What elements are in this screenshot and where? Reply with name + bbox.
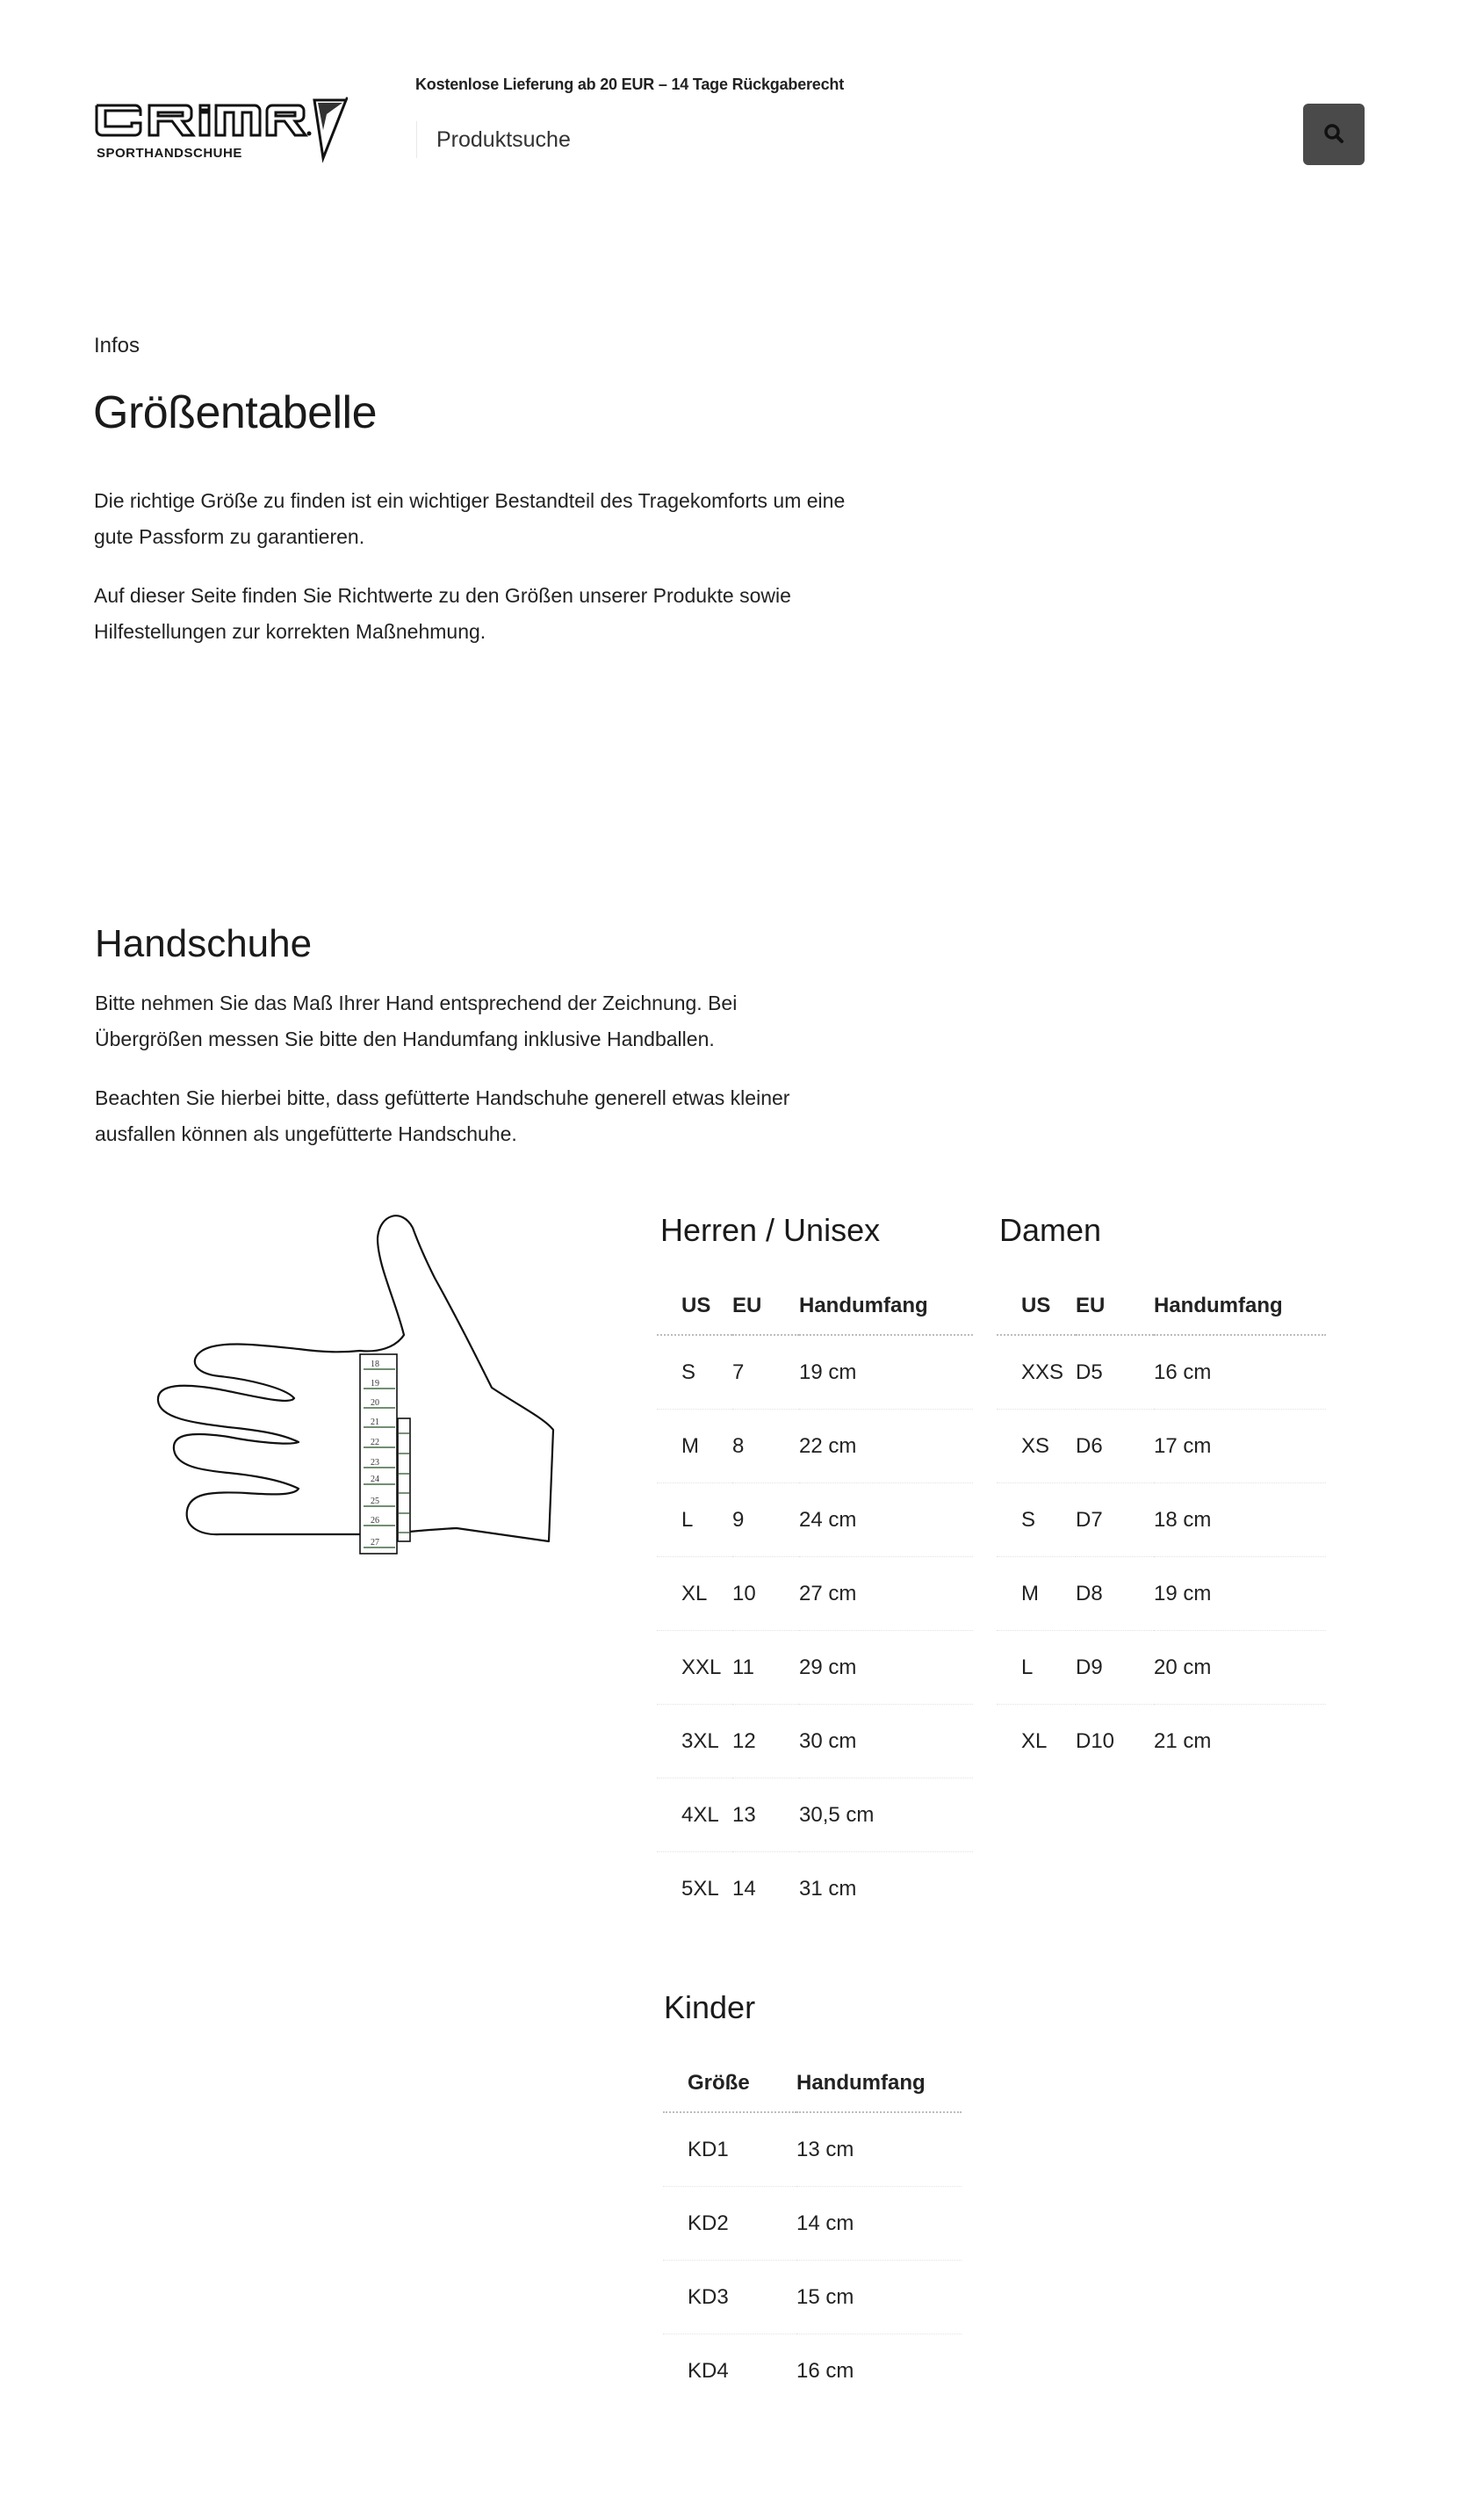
table-row [997, 1557, 1326, 1631]
gloves-paragraph-2: Beachten Sie hierbei bitte, dass gefütterte Handschuhe generell etwas kleiner ausfallen können als ungefütterte Handschuhe. [95, 1086, 790, 1145]
column-header-handumfang: Handumfang [799, 1294, 928, 1317]
damen-size-table [997, 1278, 1326, 1778]
table-cell: KD3 [688, 2284, 729, 2309]
table-cell: 4XL [681, 1802, 719, 1827]
table-row [997, 1483, 1326, 1557]
tape-mark: 24 [371, 1475, 379, 1484]
table-cell: M [681, 1433, 699, 1458]
table-row [657, 1483, 973, 1557]
table-cell: 21 cm [1154, 1728, 1212, 1753]
intro-paragraph-2: Auf dieser Seite finden Sie Richtwerte zu den Größen unserer Produkte sowie Hilfestellungen zur korrekten Maßnehmung. [94, 584, 791, 643]
table-row [663, 2112, 962, 2187]
table-cell: 9 [732, 1507, 745, 1532]
table-cell: D8 [1076, 1581, 1103, 1605]
table-header-row [657, 1278, 973, 1335]
hand-measurement-illustration [140, 1203, 571, 1555]
table-cell: 16 cm [796, 2358, 854, 2383]
tape-mark: 27 [371, 1538, 379, 1547]
table-cell: 15 cm [796, 2284, 854, 2309]
table-cell: XL [1021, 1728, 1048, 1753]
kinder-table-body [663, 2112, 962, 2407]
table-cell: XL [681, 1581, 708, 1605]
column-header-groesse: Größe [688, 2071, 750, 2095]
table-cell: 10 [732, 1581, 756, 1605]
table-cell: D5 [1076, 1360, 1103, 1384]
tape-mark: 25 [371, 1497, 379, 1506]
table-row [657, 1557, 973, 1631]
column-header-handumfang: Handumfang [796, 2071, 926, 2095]
table-row [657, 1852, 973, 1926]
tape-mark: 18 [371, 1360, 379, 1369]
table-cell: XS [1021, 1433, 1050, 1458]
table-cell: M [1021, 1581, 1039, 1605]
herren-table-title: Herren / Unisex [660, 1212, 881, 1248]
table-row [657, 1335, 973, 1410]
table-row [657, 1705, 973, 1778]
column-header-us: US [1021, 1294, 1051, 1317]
tape-mark: 26 [371, 1516, 379, 1526]
kinder-size-table [663, 2055, 962, 2407]
table-cell: 5XL [681, 1876, 719, 1901]
table-cell: 3XL [681, 1728, 719, 1753]
column-header-eu: EU [1076, 1294, 1106, 1317]
table-cell: S [1021, 1507, 1036, 1532]
tape-mark: 23 [371, 1458, 379, 1468]
table-cell: XXS [1021, 1360, 1064, 1384]
tape-mark: 20 [371, 1398, 379, 1408]
table-row [657, 1631, 973, 1705]
table-cell: L [681, 1507, 694, 1532]
table-row [663, 2261, 962, 2334]
shipping-promo-text: Kostenlose Lieferung ab 20 EUR – 14 Tage Rückgaberecht [415, 76, 845, 93]
intro-paragraph-1: Die richtige Größe zu finden ist ein wichtiger Bestandteil des Tragekomforts um eine gute Passform zu garantieren. [94, 489, 846, 548]
table-cell: 16 cm [1154, 1360, 1212, 1384]
logo-subtitle: SPORTHANDSCHUHE [97, 146, 242, 161]
table-cell: 18 cm [1154, 1507, 1212, 1532]
table-cell: KD2 [688, 2211, 729, 2235]
breadcrumb-infos[interactable]: Infos [94, 334, 140, 357]
table-cell: 19 cm [799, 1360, 857, 1384]
table-cell: 20 cm [1154, 1655, 1212, 1679]
damen-table-title: Damen [999, 1212, 1102, 1248]
herren-table-body [657, 1335, 973, 1925]
herren-size-table [657, 1278, 973, 1925]
table-cell: D9 [1076, 1655, 1103, 1679]
table-cell: XXL [681, 1655, 722, 1679]
table-cell: KD4 [688, 2358, 729, 2383]
table-row [663, 2334, 962, 2408]
table-row [657, 1778, 973, 1852]
hand-measuring-tape-icon [140, 1203, 571, 1555]
tape-mark: 21 [371, 1418, 379, 1427]
gloves-section-title: Handschuhe [95, 922, 313, 965]
table-row [663, 2187, 962, 2261]
table-row [657, 1410, 973, 1483]
table-cell: S [681, 1360, 696, 1384]
table-cell: D10 [1076, 1728, 1115, 1753]
tape-mark: 22 [371, 1438, 379, 1447]
table-cell: L [1021, 1655, 1034, 1679]
table-cell: 24 cm [799, 1507, 857, 1532]
table-cell: 11 [732, 1655, 754, 1679]
table-row [997, 1410, 1326, 1483]
table-header-row [663, 2055, 962, 2112]
table-cell: 31 cm [799, 1876, 857, 1901]
kinder-table-title: Kinder [664, 1989, 756, 2025]
page-title: Größentabelle [93, 387, 378, 438]
column-header-us: US [681, 1294, 711, 1317]
table-cell: 17 cm [1154, 1433, 1212, 1458]
table-cell: 13 [732, 1802, 756, 1827]
table-cell: 19 cm [1154, 1581, 1212, 1605]
table-cell: 14 [732, 1876, 756, 1901]
table-cell: 30,5 cm [799, 1802, 875, 1827]
table-cell: 13 cm [796, 2137, 854, 2161]
table-cell: 8 [732, 1433, 745, 1458]
table-cell: 12 [732, 1728, 756, 1753]
table-row [997, 1705, 1326, 1778]
gloves-paragraph-1: Bitte nehmen Sie das Maß Ihrer Hand entsprechend der Zeichnung. Bei Übergrößen messen Sie bitte den Handumfang inklusive Handballen. [95, 992, 738, 1050]
search-icon [1322, 122, 1345, 148]
table-cell: 27 cm [799, 1581, 857, 1605]
search-button[interactable] [1303, 104, 1365, 165]
table-cell: D6 [1076, 1433, 1103, 1458]
table-cell: D7 [1076, 1507, 1103, 1532]
column-header-eu: EU [732, 1294, 762, 1317]
table-row [997, 1631, 1326, 1705]
table-cell: 22 cm [799, 1433, 857, 1458]
table-cell: 30 cm [799, 1728, 857, 1753]
column-header-handumfang: Handumfang [1154, 1294, 1283, 1317]
tape-mark: 19 [371, 1379, 379, 1389]
table-cell: KD1 [688, 2137, 729, 2161]
table-cell: 14 cm [796, 2211, 854, 2235]
table-row [997, 1335, 1326, 1410]
table-cell: 29 cm [799, 1655, 857, 1679]
product-search-input[interactable] [416, 121, 1305, 158]
damen-table-body [997, 1335, 1326, 1778]
table-header-row [997, 1278, 1326, 1335]
table-cell: 7 [732, 1360, 745, 1384]
